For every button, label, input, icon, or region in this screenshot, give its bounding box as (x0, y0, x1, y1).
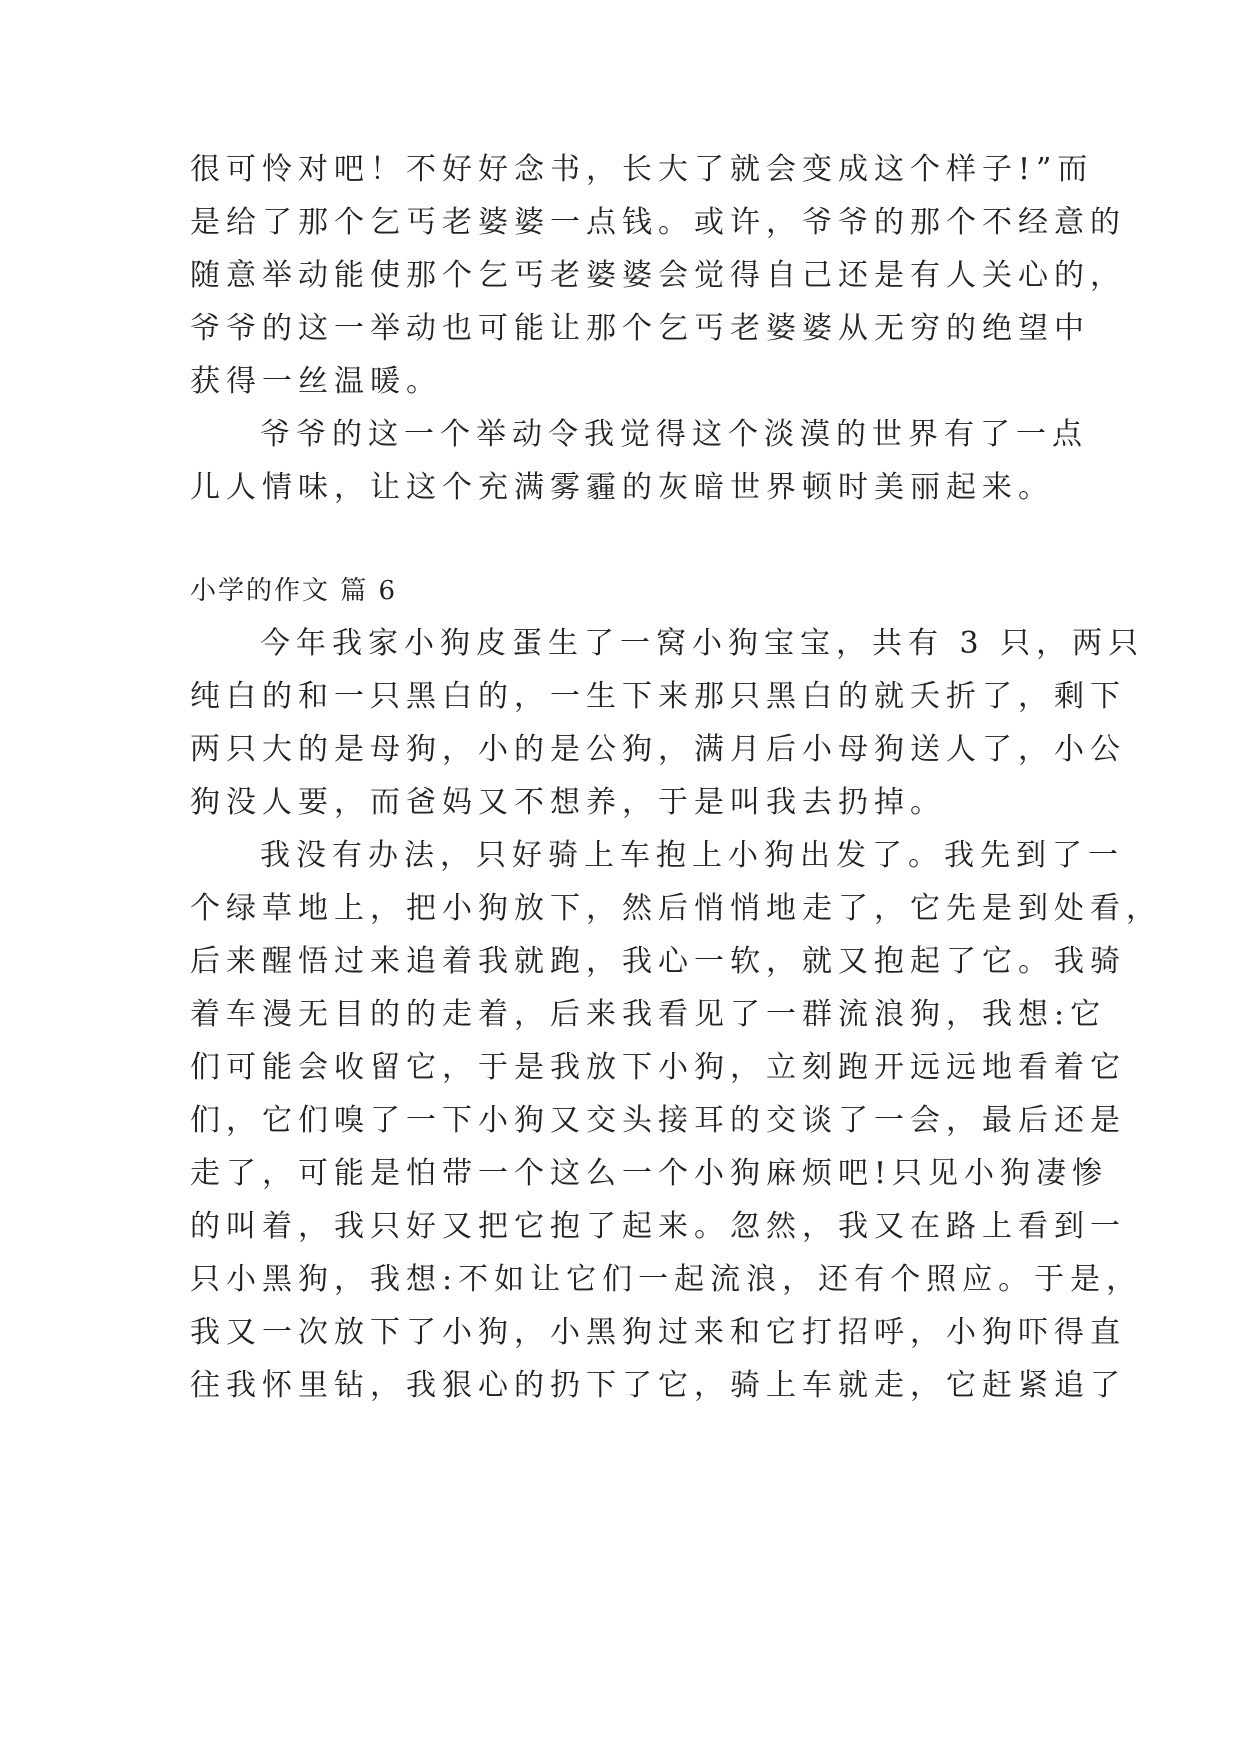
text-line: 个绿草地上，把小狗放下，然后悄悄地走了，它先是到处看， (190, 891, 1162, 926)
text-line: 着车漫无目的的走着，后来我看见了一群流浪狗，我想:它 (190, 997, 1107, 1032)
text-line: 今年我家小狗皮蛋生了一窝小狗宝宝，共有 3 只，两只 (260, 626, 1145, 661)
text-line: 纯白的和一只黑白的，一生下来那只黑白的就夭折了，剩下 (190, 679, 1126, 714)
text-line: 后来醒悟过来追着我就跑，我心一软，就又抱起了它。我骑 (190, 944, 1126, 979)
text-line: 的叫着，我只好又把它抱了起来。忽然，我又在路上看到一 (190, 1209, 1126, 1244)
section-title: 小学的作文 篇 6 (190, 576, 398, 606)
text-line: 是给了那个乞丐老婆婆一点钱。或许，爷爷的那个不经意的 (190, 205, 1126, 240)
text-line: 两只大的是母狗，小的是公狗，满月后小母狗送人了，小公 (190, 732, 1126, 767)
text-line: 我又一次放下了小狗，小黑狗过来和它打招呼，小狗吓得直 (190, 1315, 1126, 1350)
text-line: 爷爷的这一个举动令我觉得这个淡漠的世界有了一点 (260, 417, 1088, 452)
text-line: 往我怀里钻，我狠心的扔下了它，骑上车就走，它赶紧追了 (190, 1368, 1126, 1403)
text-line: 获得一丝温暖。 (190, 364, 442, 399)
text-line: 儿人情味，让这个充满雾霾的灰暗世界顿时美丽起来。 (190, 470, 1054, 505)
text-line: 走了，可能是怕带一个这么一个小狗麻烦吧!只见小狗凄惨 (190, 1156, 1109, 1191)
text-line: 们，它们嗅了一下小狗又交头接耳的交谈了一会，最后还是 (190, 1103, 1126, 1138)
text-line: 只小黑狗，我想:不如让它们一起流浪，还有个照应。于是， (190, 1262, 1143, 1297)
text-line: 爷爷的这一举动也可能让那个乞丐老婆婆从无穷的绝望中 (190, 311, 1090, 346)
text-line: 狗没人要，而爸妈又不想养，于是叫我去扔掉。 (190, 785, 946, 820)
text-line: 随意举动能使那个乞丐老婆婆会觉得自己还是有人关心的， (190, 258, 1126, 293)
text-line: 很可怜对吧！不好好念书，长大了就会变成这个样子!”而 (190, 152, 1094, 187)
text-line: 们可能会收留它，于是我放下小狗，立刻跑开远远地看着它 (190, 1050, 1126, 1085)
text-line: 我没有办法，只好骑上车抱上小狗出发了。我先到了一 (260, 838, 1124, 873)
